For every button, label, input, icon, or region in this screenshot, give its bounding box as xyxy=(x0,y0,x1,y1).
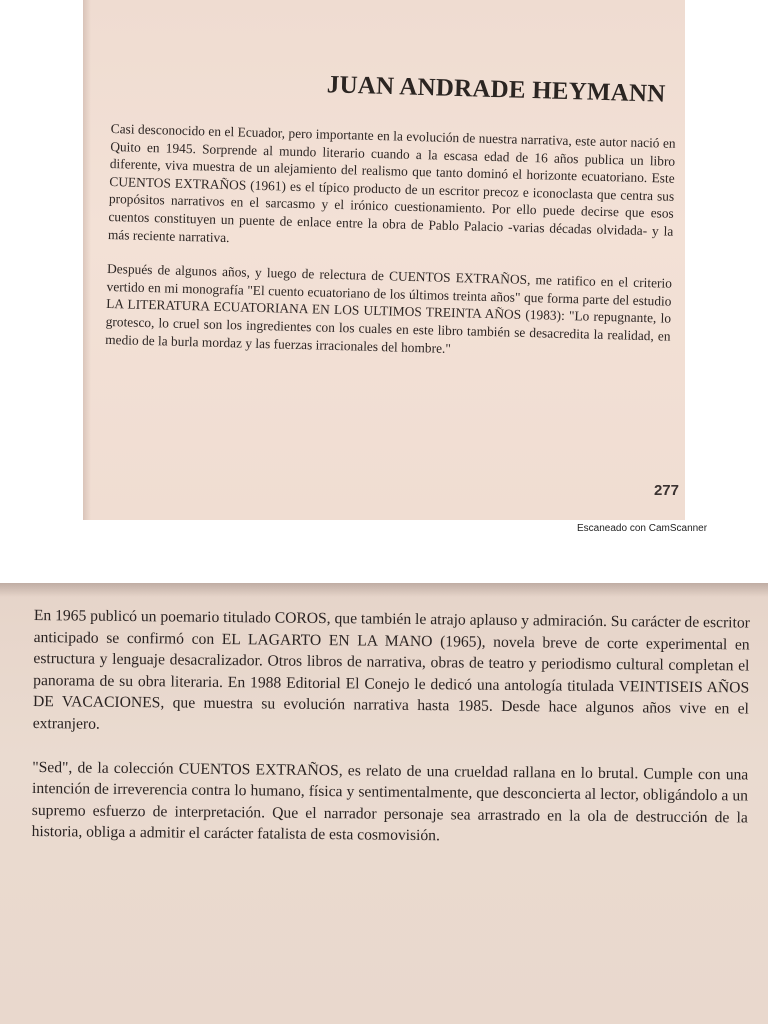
scanner-watermark: Escaneado con CamScanner xyxy=(577,523,708,534)
bottom-paragraph-1: En 1965 publicó un poemario titulado COROS, que también le atrajo aplauso y admiración. Su carácter de escritor anticipado se confirmó con EL LAGARTO EN LA MANO (1965), novela breve de corte experimental en estructura y lenguaje desacralizador. Otros libros de narrativa, obras de teatro y periodismo cultural completan el panorama de su obra literaria. En 1988 Editorial El Conejo le dedicó una antología titulada VEINTISEIS AÑOS DE VACACIONES, que muestra su evolución narrativa hasta 1985. Desde hace algunos años vive en el extranjero. xyxy=(32,606,750,733)
page-number: 277 xyxy=(653,482,679,499)
scanned-page-top xyxy=(83,0,685,520)
top-page-body xyxy=(105,120,676,380)
bottom-paragraph-2: "Sed", de la colección CUENTOS EXTRAÑOS, es relato de una crueldad rallana en lo brutal. Cumple con una intención de irreverencia contra lo humano, física y sentimentalmente, que desconcierta al lector, obligándolo a un supremo esfuerzo de interpretación. Que el narrador personaje sea arrastrado en la ola de destrucción de la historia, obliga a admitir el carácter fatalista de esta cosmovisión. xyxy=(31,758,749,845)
scanned-page-bottom xyxy=(0,583,768,1024)
author-title: JUAN ANDRADE HEYMANN xyxy=(326,71,666,108)
bottom-page-body xyxy=(31,605,750,872)
top-paragraph-2: Después de algunos años, y luego de relectura de CUENTOS EXTRAÑOS, me ratifico en el criterio vertido en mi monografía "El cuento ecuatoriano de los últimos treinta años" que forma parte del estudio LA LITERATURA ECUATORIANA EN LOS ULTIMOS TREINTA AÑOS (1983): "Lo repugnante, lo grotesco, lo cruel son los ingredientes con los cuales en este libro también se desacredita la realidad, en medio de la burla mordaz y las fuerzas irracionales del hombre." xyxy=(105,261,673,356)
top-paragraph-1: Casi desconocido en el Ecuador, pero importante en la evolución de nuestra narrativa, este autor nació en Quito en 1945. Sorprende al mundo literario cuando a la escasa edad de 16 años publica un libro diferente, viva muestra de un alejamiento del realismo que tanto dominó el horizonte ecuatoriano. Este CUENTOS EXTRAÑOS (1961) es el típico producto de un escritor precoz e iconoclasta que centra sus propósitos narrativos en el sarcasmo y el irónico cuestionamiento. Por ello puede decirse que esos cuentos constituyen un puente de enlace entre la obra de Pablo Palacio -varias décadas olvidada- y la más reciente narrativa. xyxy=(107,120,676,245)
